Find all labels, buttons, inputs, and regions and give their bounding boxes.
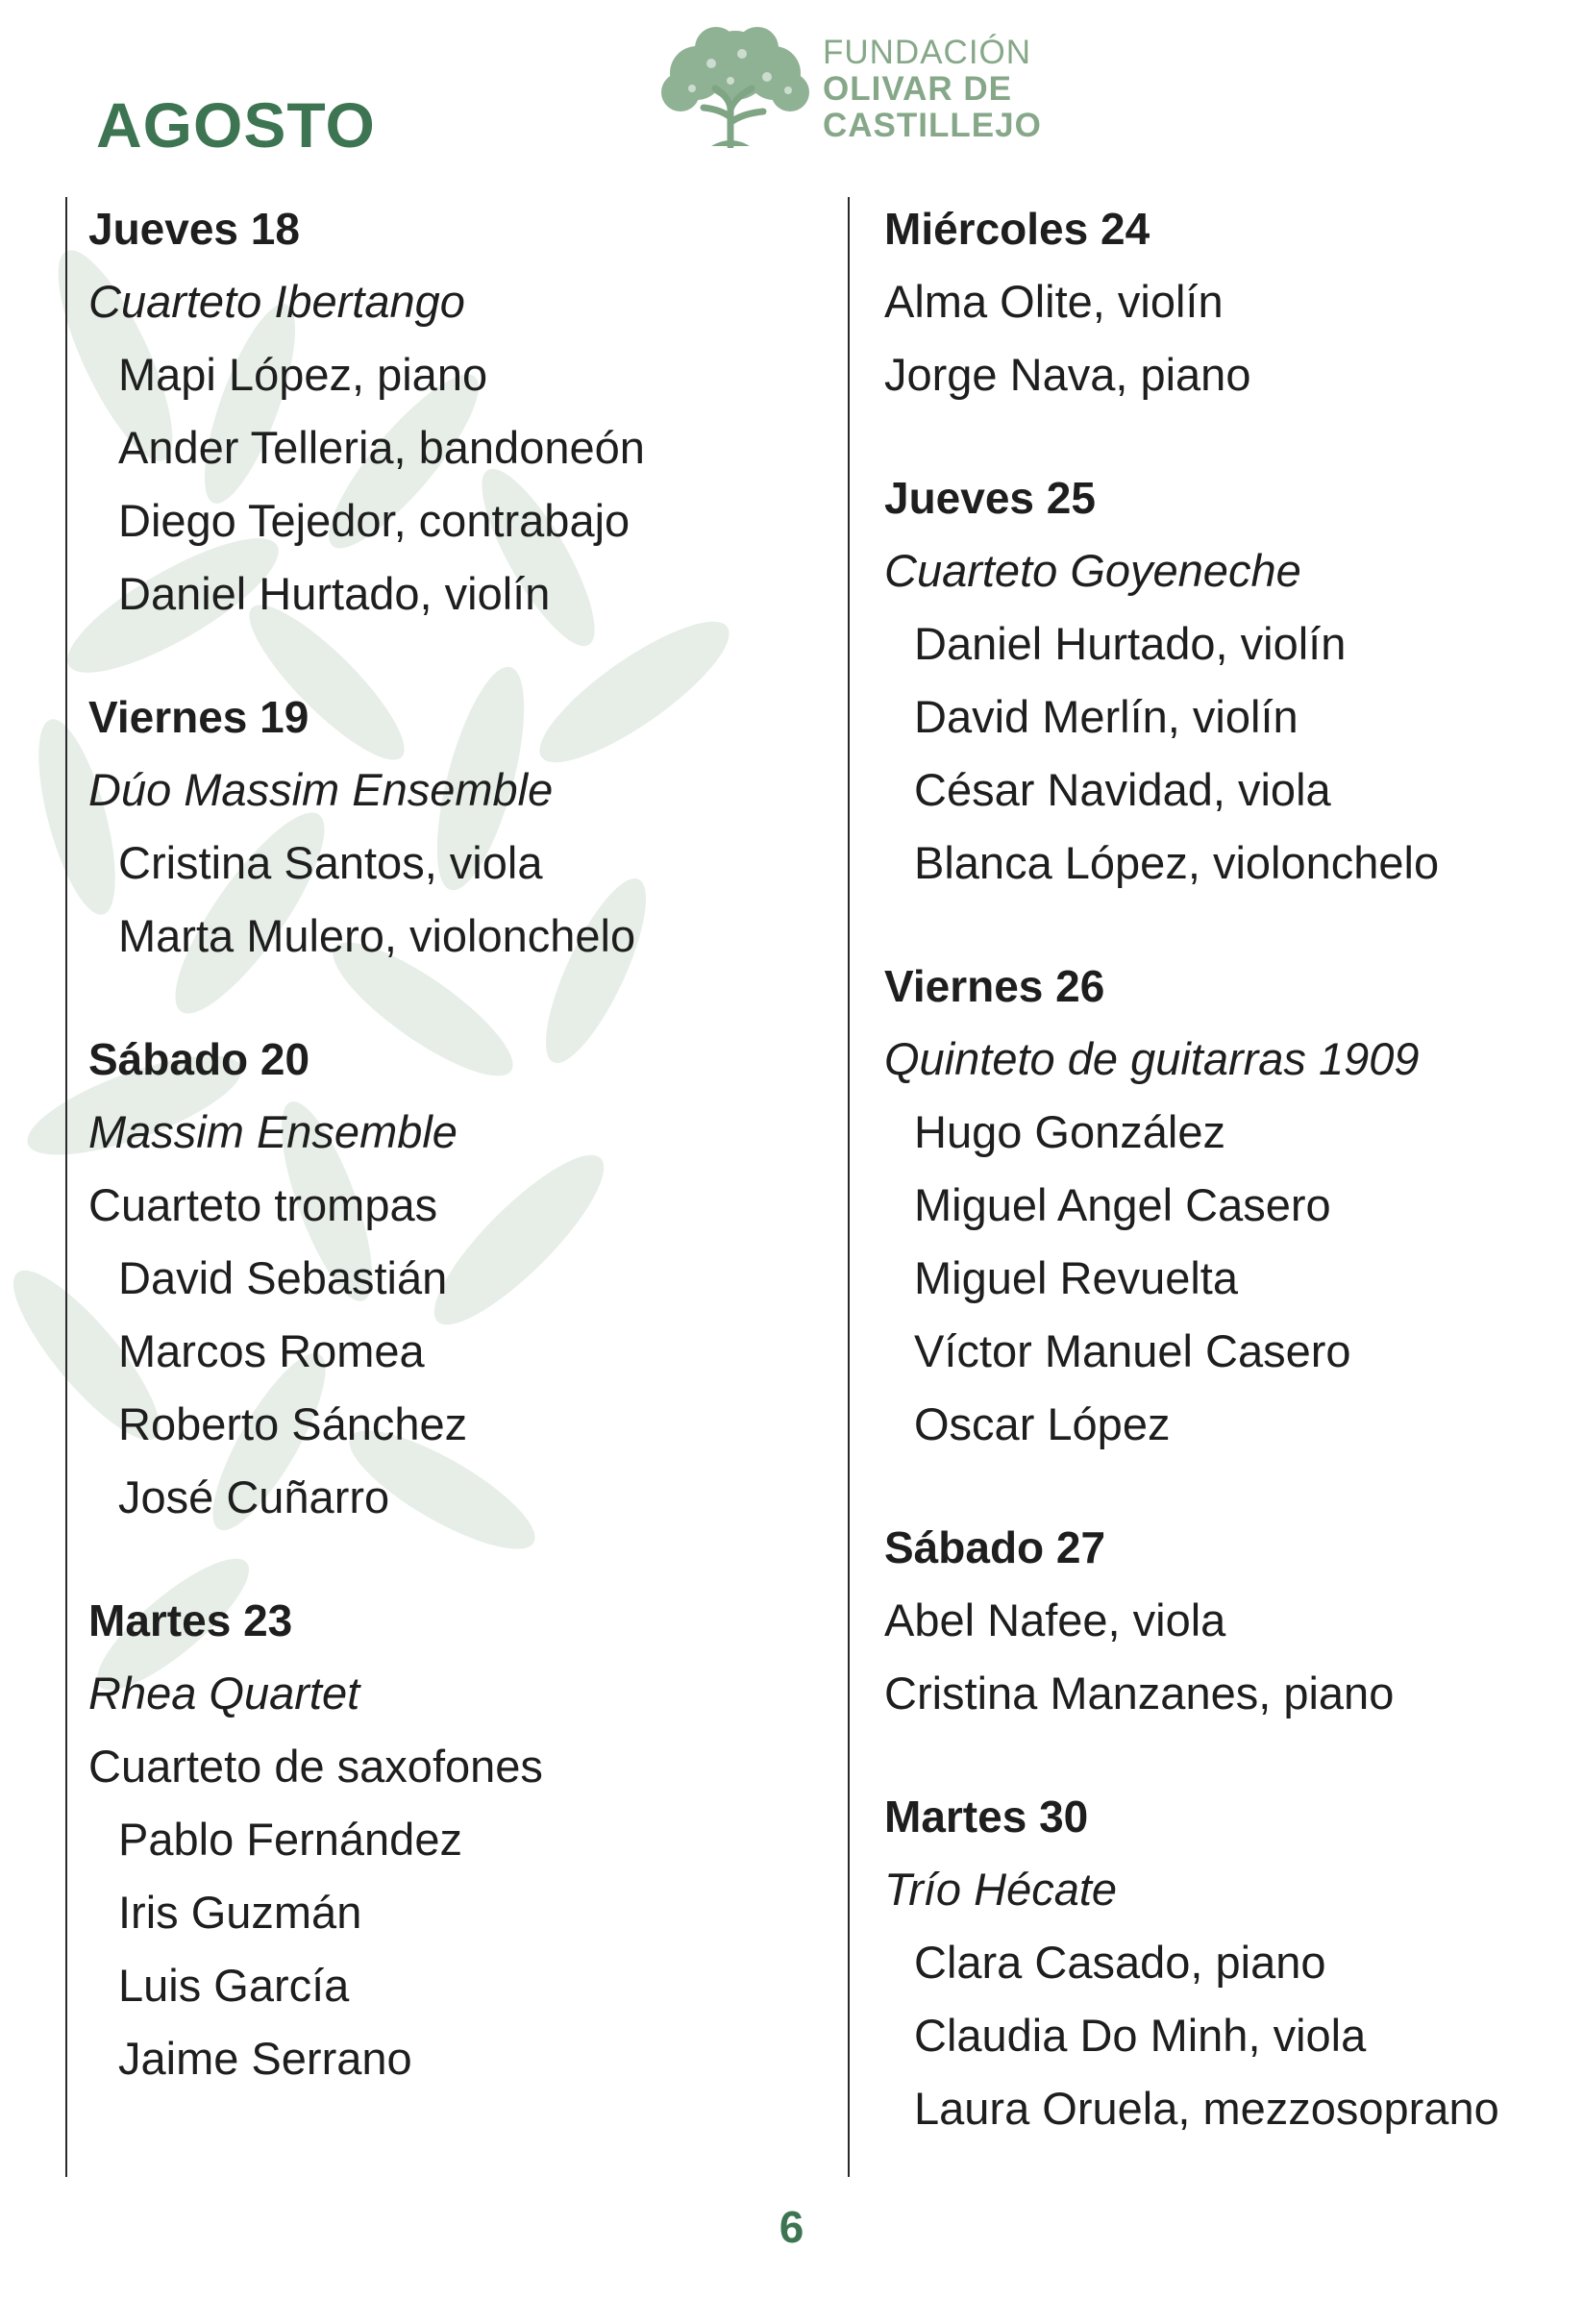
event-ensemble: Dúo Massim Ensemble bbox=[88, 764, 554, 815]
performer: Clara Casado, piano bbox=[914, 1937, 1326, 1988]
performer: David Merlín, violín bbox=[914, 691, 1299, 742]
right-column bbox=[884, 192, 1576, 2195]
month-title: AGOSTO bbox=[96, 89, 376, 161]
event-date: Miércoles 24 bbox=[884, 204, 1150, 254]
performer: Hugo González bbox=[914, 1106, 1225, 1157]
event-ensemble: Massim Ensemble bbox=[88, 1106, 458, 1157]
performer: Blanca López, violonchelo bbox=[914, 837, 1440, 888]
event-date: Martes 30 bbox=[884, 1792, 1089, 1842]
performer: Daniel Hurtado, violín bbox=[118, 568, 551, 619]
performer: Roberto Sánchez bbox=[118, 1398, 468, 1449]
event-date: Viernes 26 bbox=[884, 961, 1105, 1011]
event-ensemble: Cuarteto Ibertango bbox=[88, 276, 465, 327]
performer: Ander Telleria, bandoneón bbox=[118, 422, 645, 473]
soloist: Jorge Nava, piano bbox=[884, 349, 1251, 400]
logo-line-3: CASTILLEJO bbox=[823, 107, 1042, 144]
logo-line-2: OLIVAR DE bbox=[823, 70, 1012, 108]
performer: Iris Guzmán bbox=[118, 1887, 362, 1938]
event-block bbox=[884, 461, 1576, 900]
performer: Miguel Angel Casero bbox=[914, 1179, 1331, 1230]
performer: Luis García bbox=[118, 1960, 350, 2011]
performer: Marcos Romea bbox=[118, 1325, 425, 1376]
event-ensemble: Cuarteto Goyeneche bbox=[884, 545, 1301, 596]
left-column bbox=[88, 192, 819, 2145]
performer: César Navidad, viola bbox=[914, 764, 1331, 815]
event-date: Jueves 25 bbox=[884, 473, 1096, 523]
performer: Diego Tejedor, contrabajo bbox=[118, 495, 631, 546]
event-date: Sábado 27 bbox=[884, 1522, 1106, 1572]
soloist: Alma Olite, violín bbox=[884, 276, 1224, 327]
event-block bbox=[88, 1023, 819, 1534]
event-block bbox=[88, 680, 819, 973]
right-column-rule bbox=[848, 197, 850, 2177]
event-block bbox=[884, 950, 1576, 1461]
olive-tree-logo-icon bbox=[654, 21, 817, 148]
performer: Pablo Fernández bbox=[118, 1814, 462, 1865]
performer: David Sebastián bbox=[118, 1252, 448, 1303]
event-date: Sábado 20 bbox=[88, 1034, 310, 1084]
event-block bbox=[88, 1584, 819, 2095]
performer: Marta Mulero, violonchelo bbox=[118, 910, 636, 961]
event-block bbox=[88, 192, 819, 630]
event-block bbox=[884, 1780, 1576, 2145]
performer: Víctor Manuel Casero bbox=[914, 1325, 1351, 1376]
logo-line-1: FUNDACIÓN bbox=[823, 34, 1032, 71]
event-subtitle: Cuarteto de saxofones bbox=[88, 1741, 543, 1792]
performer: José Cuñarro bbox=[118, 1471, 390, 1522]
performer: Cristina Santos, viola bbox=[118, 837, 543, 888]
event-date: Martes 23 bbox=[88, 1595, 293, 1645]
event-date: Viernes 19 bbox=[88, 692, 309, 742]
soloist: Cristina Manzanes, piano bbox=[884, 1668, 1395, 1718]
left-column-rule bbox=[65, 197, 67, 2177]
event-block bbox=[884, 1511, 1576, 1730]
soloist: Abel Nafee, viola bbox=[884, 1595, 1226, 1645]
event-ensemble: Trío Hécate bbox=[884, 1864, 1118, 1915]
performer: Claudia Do Minh, viola bbox=[914, 2010, 1367, 2061]
performer: Jaime Serrano bbox=[118, 2033, 412, 2084]
event-ensemble: Rhea Quartet bbox=[88, 1668, 360, 1718]
performer: Miguel Revuelta bbox=[914, 1252, 1239, 1303]
event-block bbox=[884, 192, 1576, 411]
event-subtitle: Cuarteto trompas bbox=[88, 1179, 438, 1230]
performer: Mapi López, piano bbox=[118, 349, 488, 400]
logo-wordmark bbox=[823, 35, 1042, 144]
page-number: 6 bbox=[779, 2202, 804, 2252]
foundation-logo bbox=[654, 21, 1057, 148]
event-date: Jueves 18 bbox=[88, 204, 300, 254]
event-ensemble: Quinteto de guitarras 1909 bbox=[884, 1033, 1420, 1084]
performer: Daniel Hurtado, violín bbox=[914, 618, 1347, 669]
performer: Laura Oruela, mezzosoprano bbox=[914, 2083, 1499, 2134]
performer: Oscar López bbox=[914, 1398, 1171, 1449]
